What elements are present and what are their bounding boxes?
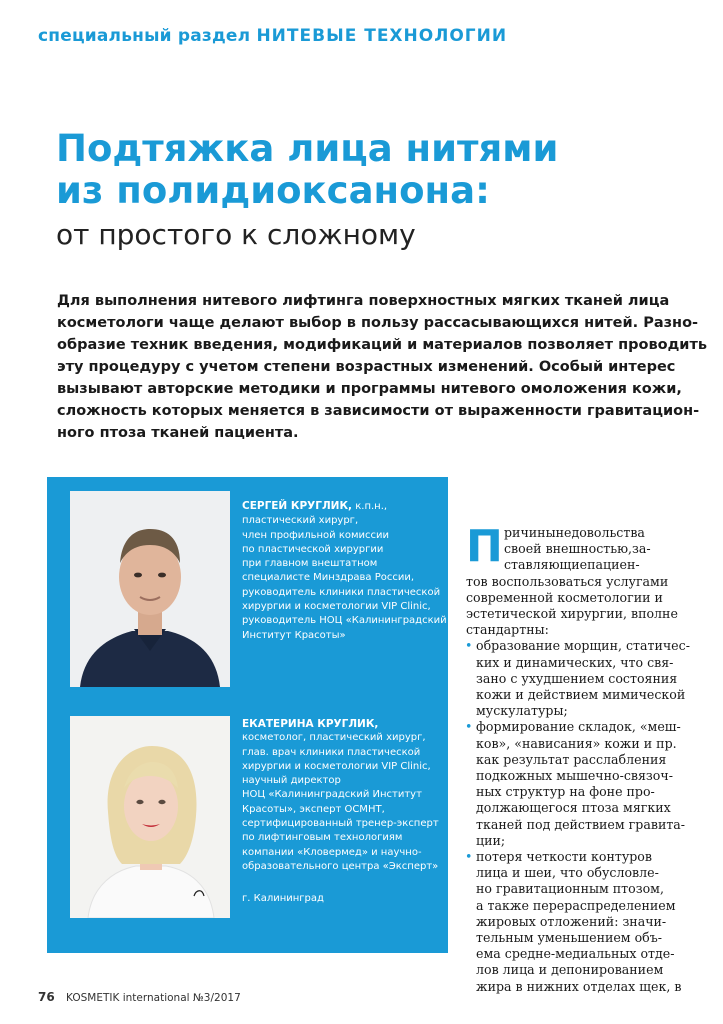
man-portrait-image (70, 491, 230, 687)
lead-paragraph (57, 290, 708, 444)
bullet-line: ема средне-медиальных отде- (476, 946, 675, 962)
author-detail: специалисте Минздрава России, (242, 572, 415, 584)
bullet-line: тельным уменьшением объ- (476, 930, 663, 946)
bullet-line: лов лица и депонированием (476, 962, 664, 978)
author-detail: научный директор (242, 775, 341, 787)
author-name: ЕКАТЕРИНА КРУГЛИК, (242, 718, 379, 730)
author-degree: к.п.н., (355, 501, 388, 512)
bullet-line: • потеря четкости контуров (466, 849, 658, 865)
drop-cap: П (466, 521, 503, 572)
bullet-line: ких и динамических, что свя- (476, 654, 674, 670)
section-header (38, 26, 507, 46)
column-line: ставляющиепациен- (504, 557, 640, 573)
section-prefix: специальный раздел (38, 26, 251, 46)
bullet-line: должающегося птоза мягких (476, 800, 671, 816)
author-city: г. Калининград (242, 893, 324, 904)
lead-line: ного птоза тканей пациента. (57, 425, 299, 441)
page-number: 76 (38, 990, 55, 1004)
section-title: НИТЕВЫЕ ТЕХНОЛОГИИ (256, 26, 508, 46)
headline-line-1: Подтяжка лица нитями (56, 127, 559, 170)
lead-line: сложность которых меняется в зависимости от выраженности гравитацион- (57, 403, 700, 419)
column-line: тов воспользоваться услугами (466, 573, 669, 589)
author-detail: пластический хирург, (242, 515, 359, 527)
bullet-line: жира в нижних отделах щек, в (476, 978, 682, 994)
column-line: стандартны: (466, 622, 549, 638)
subheadline: от простого к сложному (56, 218, 416, 251)
column-line: своей внешностью,за- (504, 541, 651, 557)
author-detail: Институт Красоты» (242, 629, 346, 641)
bullet-line: ных структур на фоне про- (476, 784, 655, 800)
lead-line: косметологи чаще делают выбор в пользу рассасывающихся нитей. Разно- (57, 315, 699, 331)
author-photo-sergey (70, 491, 230, 687)
authors-box (47, 477, 448, 953)
author-detail: при главном внештатном (242, 558, 378, 570)
author-photo-ekaterina (70, 716, 230, 918)
bullet-line: как результат расслабления (476, 751, 667, 767)
column-line: современной косметологии и (466, 589, 663, 605)
bullet-line: ции; (476, 832, 506, 848)
author-detail: компании «Кловермед» и научно- (242, 846, 422, 858)
author-detail: косметолог, пластический хирург, (242, 732, 426, 744)
bullet-line: ков», «нависания» кожи и пр. (476, 735, 677, 751)
author-detail: руководитель НОЦ «Калининградский (242, 615, 447, 627)
lead-line: образие техник введения, модификаций и материалов позволяет проводить (57, 337, 708, 353)
lead-line: вызывают авторские методики и программы нитевого омоложения кожи, (57, 381, 682, 397)
author-info-sergey (242, 499, 447, 643)
bullet-line: зано с ухудшением состояния (476, 670, 678, 686)
bullet-line: лица и шеи, что обусловле- (476, 865, 659, 881)
lead-line: эту процедуру с учетом степени возрастных изменений. Особый интерес (57, 359, 676, 375)
author-detail: хирургии и косметологии VIP Clinic, (242, 601, 431, 613)
bullet-line: • образование морщин, статичес- (466, 638, 658, 654)
headline-line-2: из полидиоксанона: (56, 169, 490, 212)
column-line: эстетической хирургии, вполне (466, 606, 678, 622)
author-detail: по лифтинговым технологиям (242, 832, 403, 844)
author-detail: хирургии и косметологии VIP Clinic, (242, 760, 431, 772)
author-detail: глав. врач клиники пластической (242, 746, 421, 758)
author-detail: образовательного центра «Эксперт» (242, 860, 439, 872)
author-name: СЕРГЕЙ КРУГЛИК, (242, 500, 353, 512)
author-detail: Красоты», эксперт ОСМНТ, (242, 803, 385, 815)
bullet-line: подкожных мышечно-связоч- (476, 768, 673, 784)
woman-portrait-image (70, 716, 230, 918)
bullet-line: а также перераспределением (476, 897, 676, 913)
author-info-ekaterina (242, 717, 442, 874)
article-column (466, 521, 690, 995)
page-footer (38, 990, 241, 1004)
bullet-line: жировых отложений: значи- (476, 913, 667, 929)
bullet-line: кожи и действием мимической (476, 687, 686, 703)
headline (56, 128, 676, 212)
author-detail: член профильной комиссии (242, 529, 390, 541)
author-detail: руководитель клиники пластической (242, 586, 441, 598)
bullet-line: тканей под действием гравита- (476, 816, 686, 832)
author-detail: сертифицированный тренер-эксперт (242, 818, 439, 830)
author-detail: по пластической хирургии (242, 543, 384, 555)
column-line: ричинынедовольства (504, 525, 645, 540)
lead-line: Для выполнения нитевого лифтинга поверхностных мягких тканей лица (57, 293, 670, 309)
bullet-line: мускулатуры; (476, 703, 568, 719)
author-detail: НОЦ «Калининградский Институт (242, 789, 422, 801)
bullet-line: • формирование складок, «меш- (466, 719, 658, 735)
bullet-line: но гравитационным птозом, (476, 881, 664, 897)
magazine-name: KOSMETIK international №3/2017 (66, 992, 241, 1004)
